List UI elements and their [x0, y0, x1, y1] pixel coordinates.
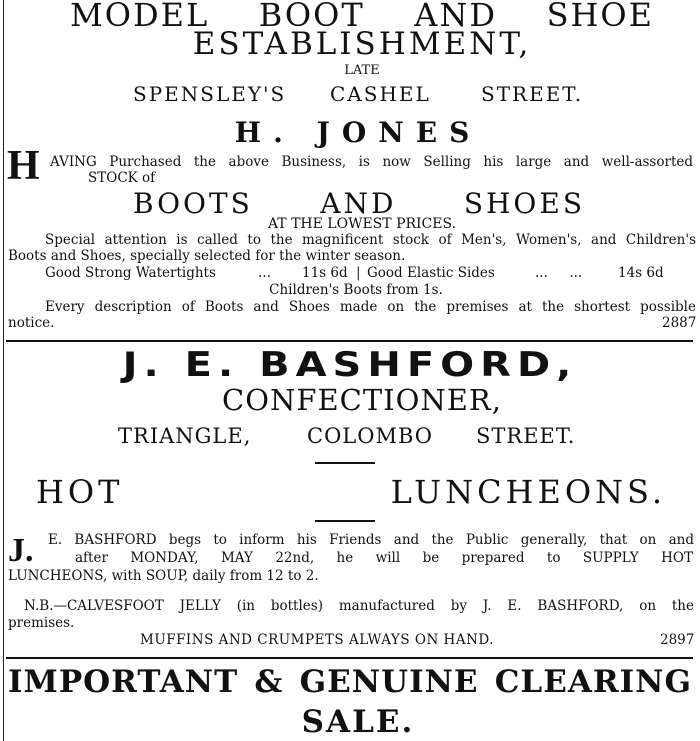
ad1-late: LATE: [344, 63, 380, 78]
ad2-name: J. E. BASHFORD,: [122, 345, 578, 385]
ad1-proprietor: H. JONES: [234, 116, 482, 149]
ad1-location-street2: STREET.: [481, 82, 584, 106]
ad1-every-line1: Every description of Boots and Shoes made on the premises at the shortest possible: [45, 299, 696, 315]
ad2-nb-line1: N.B.—CALVESFOOT JELLY (in bottles) manufactured by J. E. BASHFORD, on the: [24, 598, 694, 614]
ad1-every-line2: notice.: [8, 315, 55, 331]
ad2-address1: TRIANGLE,: [118, 424, 252, 448]
ad2-headline: HOT LUNCHEONS.: [36, 473, 666, 511]
ad1-intro-line1: AVING Purchased the above Business, is now Selling his large and well-assorted: [50, 154, 693, 170]
ad2-body-line3: LUNCHEONS, with SOUP, daily from 12 to 2.: [8, 568, 319, 584]
ad1-location-street1: CASHEL: [330, 82, 431, 106]
ad2-dropcap: J.: [8, 532, 34, 569]
ad1-item2-dots: ... ...: [535, 265, 583, 281]
ad1-headline: BOOTS AND SHOES: [133, 187, 585, 220]
ad1-prices-line: AT THE LOWEST PRICES.: [267, 216, 457, 232]
ad1-dropcap: H: [7, 143, 40, 189]
ad1-intro-line2: STOCK of: [88, 170, 156, 186]
ad2-trade: CONFECTIONER,: [222, 383, 502, 417]
short-rule-1: [315, 462, 375, 464]
ad2-address3: STREET.: [476, 424, 576, 448]
ad1-item2-name: Good Elastic Sides: [367, 265, 495, 281]
short-rule-2: [315, 520, 375, 522]
divider-rule-1: [6, 340, 693, 342]
ad1-title-line2: ESTABLISHMENT,: [192, 26, 532, 62]
ad1-item-separator: |: [356, 265, 361, 281]
ad1-item1-price: 11s 6d: [302, 265, 348, 281]
ad1-location-name: SPENSLEY'S: [133, 82, 287, 106]
ad3-title-line2: SALE.: [301, 704, 415, 740]
ad1-title-line1: MODEL BOOT AND SHOE: [70, 0, 654, 34]
ad2-muffins: MUFFINS AND CRUMPETS ALWAYS ON HAND.: [140, 632, 495, 648]
ad1-ref-number: 2887: [662, 315, 697, 331]
ad1-item1-name: Good Strong Watertights: [45, 265, 216, 281]
ad1-special-line2: Boots and Shoes, specially selected for the winter season.: [8, 248, 406, 264]
ad1-item2-price: 14s 6d: [618, 265, 664, 281]
ad1-special-line1: Special attention is called to the magnificent stock of Men's, Women's, and Children's: [45, 232, 696, 248]
ad3-title-line1: IMPORTANT & GENUINE CLEARING: [8, 664, 692, 700]
ad2-ref-number: 2897: [660, 632, 695, 648]
ad2-body-line2: after MONDAY, MAY 22nd, he will be prepared to SUPPLY HOT: [75, 550, 693, 566]
ad1-item1-dots: ...: [258, 265, 271, 281]
ad2-nb-line2: premises.: [8, 615, 75, 631]
ad2-body-line1: E. BASHFORD begs to inform his Friends and the Public generally, that on and: [48, 532, 694, 548]
divider-rule-2: [6, 657, 693, 659]
ad2-address2: COLOMBO: [307, 424, 433, 448]
ad1-children-line: Children's Boots from 1s.: [269, 282, 443, 298]
